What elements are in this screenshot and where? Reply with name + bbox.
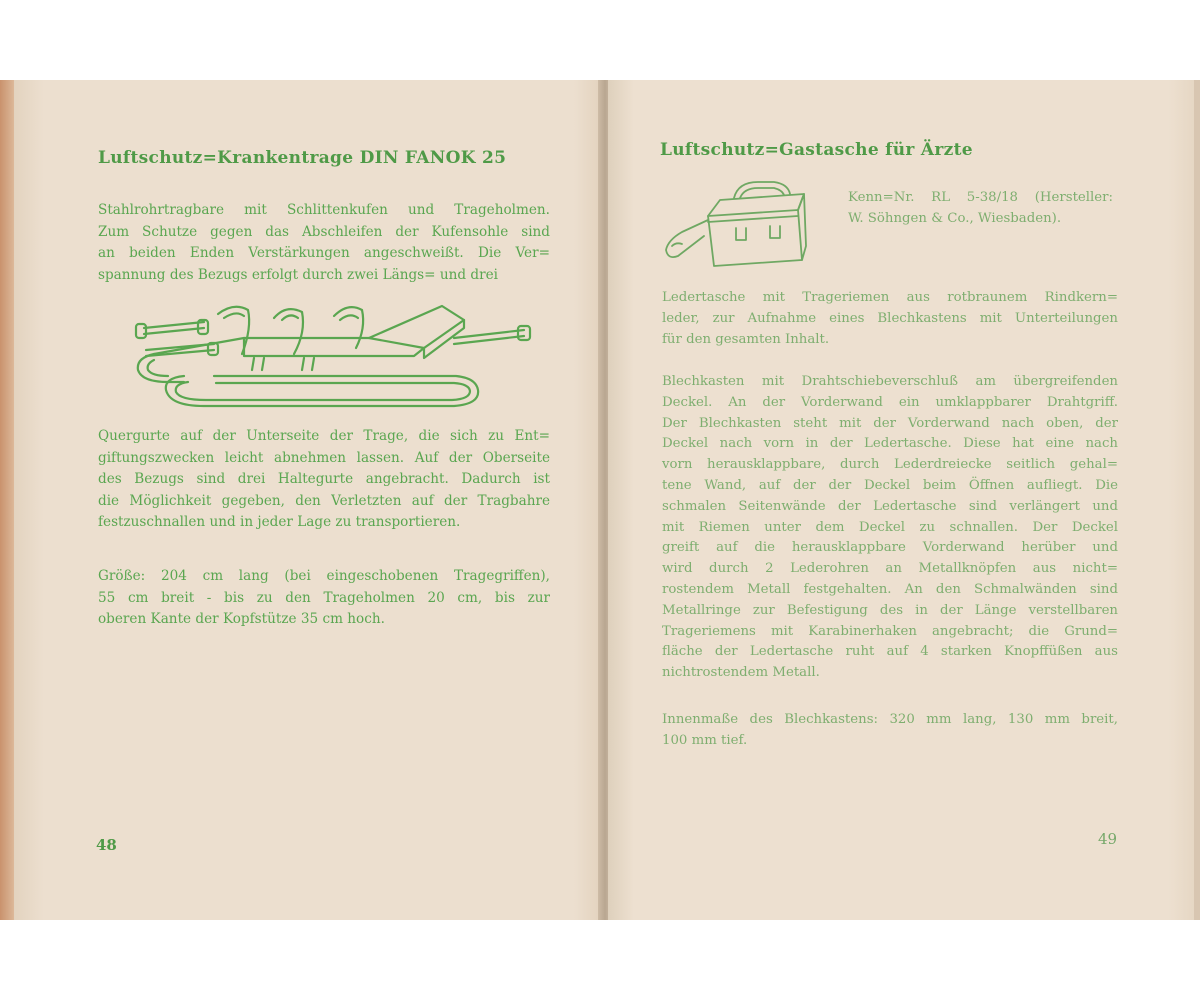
text-line: 55 cm breit - bis zu den Trageholmen 20 cm, bis zur [98, 589, 550, 606]
text-line: Zum Schutze gegen das Abschleifen der Kufensohle sind [98, 223, 550, 240]
text-line: Trageriemens mit Karabinerhaken angebracht; die Grund= [662, 623, 1118, 639]
text-line: leder, zur Aufnahme eines Blechkastens mit Unterteilungen [662, 310, 1118, 326]
left-para-3 [98, 566, 550, 631]
right-para-2 [662, 372, 1118, 684]
text-line: Quergurte auf der Unterseite der Trage, die sich zu Ent= [98, 428, 550, 444]
text-line: tene Wand, auf der der Deckel beim Öffnen aufliegt. Die [662, 477, 1118, 493]
text-line: wird durch 2 Lederohren an Metallknöpfen aus nicht= [662, 561, 1118, 577]
text-line: Stahlrohrtragbare mit Schlittenkufen und Trageholmen. [98, 202, 550, 218]
doctor-bag-icon [658, 180, 808, 270]
text-line: Blechkasten mit Drahtschiebeverschluß am übergreifenden [662, 374, 1118, 389]
text-line: oberen Kante der Kopfstütze 35 cm hoch. [98, 611, 385, 627]
text-line: Deckel. An der Vorderwand ein umklappbarer Drahtgriff. [662, 394, 1118, 410]
text-line: mit Riemen unter dem Deckel zu schnallen. Der Deckel [662, 519, 1118, 535]
right-para-3 [662, 710, 1118, 752]
text-line: greift auf die herausklappbare Vorderwand herüber und [662, 540, 1118, 556]
open-book [0, 80, 1200, 920]
text-line: des Bezugs sind drei Haltegurte angebracht. Dadurch ist [98, 471, 550, 487]
left-page-heading: Luftschutz=Krankentrage DIN FANOK 25 [98, 148, 507, 168]
text-line: Innenmaße des Blechkastens: 320 mm lang, 130 mm breit, [662, 712, 1118, 727]
page-number-right: 49 [1098, 830, 1118, 848]
text-line: Kenn=Nr. RL 5-38/18 (Hersteller: [848, 190, 1113, 205]
text-line: 100 mm tief. [662, 732, 748, 748]
left-para-1 [98, 200, 550, 286]
text-line: rostendem Metall festgehalten. An den Schmalwänden sind [662, 581, 1118, 597]
text-line: schmalen Seitenwände der Ledertasche sind verlängert und [662, 498, 1118, 514]
text-line: an beiden Enden Verstärkungen angeschweißt. Die Ver= [98, 245, 550, 261]
text-line: nichtrostendem Metall. [662, 665, 820, 681]
left-para-2 [98, 426, 550, 534]
text-line: spannung des Bezugs erfolgt durch zwei Längs= und drei [98, 266, 498, 283]
text-line: Deckel nach vorn in der Ledertasche. Diese hat eine nach [662, 436, 1118, 452]
text-line: die Möglichkeit gegeben, den Verletzten auf der Tragbahre [98, 492, 550, 509]
text-line: für den gesamten Inhalt. [662, 331, 830, 347]
right-para-1 [662, 288, 1118, 350]
identifier-text [848, 188, 1113, 230]
text-line: giftungszwecken leicht abnehmen lassen. Auf der Oberseite [98, 449, 550, 466]
text-line: vorn herausklappbare, durch Lederdreiecke seitlich gehal= [662, 457, 1118, 473]
text-line: festzuschnallen und in jeder Lage zu transportieren. [98, 514, 461, 530]
text-line: Größe: 204 cm lang (bei eingeschobenen Tragegriffen), [98, 568, 550, 584]
text-line: W. Söhngen & Co., Wiesbaden). [848, 210, 1062, 226]
right-page [608, 80, 1194, 920]
page-number-left: 48 [96, 836, 117, 854]
text-line: Ledertasche mit Trageriemen aus rotbraunem Rindkern= [662, 290, 1118, 305]
text-line: Metallringe zur Befestigung des in der Länge verstellbaren [662, 602, 1118, 618]
book-edge-right [1194, 80, 1200, 920]
text-line: Der Blechkasten steht mit der Vorderwand nach oben, der [662, 415, 1118, 431]
text-line: fläche der Ledertasche ruht auf 4 starken Knopffüßen aus [662, 644, 1118, 660]
left-page [14, 80, 604, 920]
right-page-heading: Luftschutz=Gastasche für Ärzte [660, 140, 973, 160]
stretcher-icon [124, 298, 544, 413]
book-edge-left [0, 80, 14, 920]
